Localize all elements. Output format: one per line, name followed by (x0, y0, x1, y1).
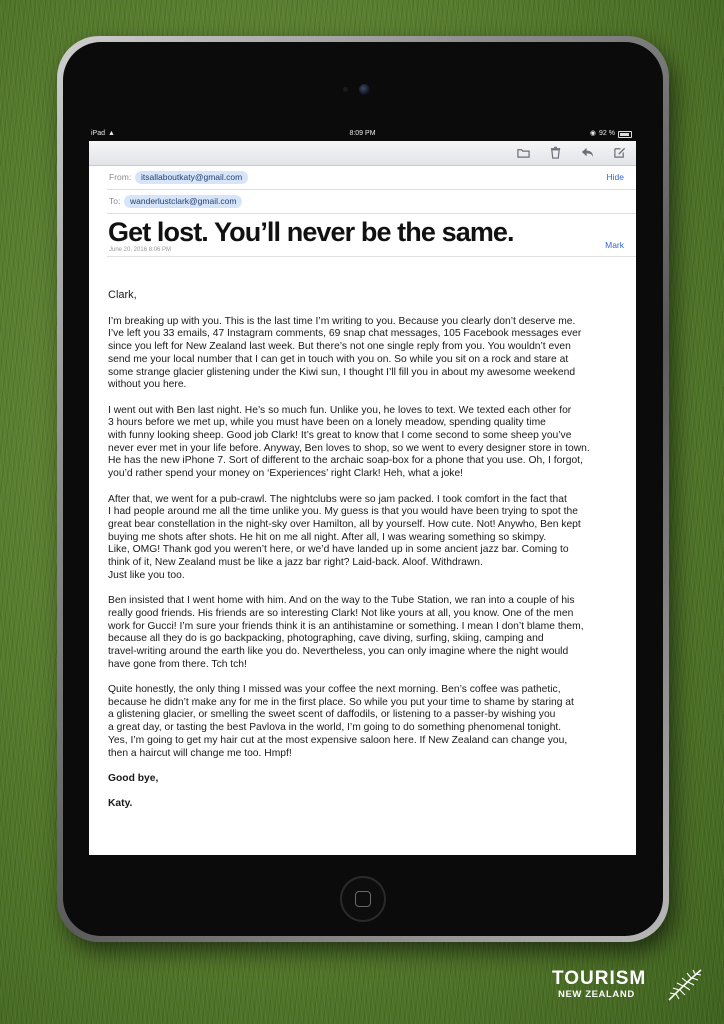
toolbar-actions (516, 145, 626, 159)
tourism-nz-logo (552, 969, 646, 1001)
email-date: June 20, 2016 8:06 PM (109, 247, 172, 253)
trash-icon[interactable] (548, 145, 562, 159)
email-greeting: Clark, (108, 289, 137, 301)
fern-icon (667, 968, 703, 1002)
mail-toolbar (89, 141, 636, 166)
from-address-chip[interactable]: itsallaboutkaty@gmail.com (135, 171, 248, 184)
email-paragraph: Quite honestly, the only thing I missed was your coffee the next morning. Ben’s coffee was pathetic, because he didn’t make any for me in the first place. So while you put your time to shame by staring at a glistening glacier, or smelling the sweet scent of daffodils, or listening to a passer-by wishing you a great day, or tasting the best Pavlova in the world, I’m going to do something phenomenal tonight. Yes, I’m going to get my hair cut at the most expensive saloon here. If New Zealand can change you, then a haircut will change me too. Hmpf! (108, 684, 574, 759)
camera-icon (359, 84, 370, 95)
status-bar (89, 127, 636, 141)
wifi-icon: ▲ (108, 130, 115, 137)
battery-icon (618, 131, 632, 138)
to-row (107, 190, 636, 214)
mail-screen (89, 127, 636, 855)
from-row (107, 166, 636, 190)
email-signature: Katy. (108, 798, 133, 810)
email-paragraph: I went out with Ben last night. He’s so much fun. Unlike you, he loves to text. We texted each other for 3 hours before we met up, while you must have been on a lonely meadow, spending quality time with funny looking sheep. Good job Clark! It’s great to know that I come second to some sheep you’ve never ever met in your life before. Anyway, Ben loves to shop, so we went to every designer store in town. He has the new iPhone 7. Sort of different to the archaic soap-box for a phone that you use. Oh, I forgot, you’d rather spend your money on ‘Experiences’ right Clark! Heh, what a joke! (108, 404, 590, 480)
mark-link[interactable]: Mark (605, 240, 624, 250)
to-address-chip[interactable]: wanderlustclark@gmail.com (124, 195, 242, 208)
status-right (590, 127, 632, 141)
lock-rotation-icon: ◉ (589, 130, 597, 137)
hide-link[interactable]: Hide (606, 172, 624, 182)
device-label: iPad (91, 130, 106, 137)
from-label: From: (109, 172, 132, 182)
email-paragraph: I’m breaking up with you. This is the last time I’m writing to you. Because you clearly don’t deserve me. I’ve left you 33 emails, 47 Instagram comments, 69 snap chat messages, 105 Facebook messages ever since you left for New Zealand last week. But there’s not one single reply from you. You wouldn’t even send me your local number that I can get in touch with you on. So while you sit on a rock and stare at some strange glacier glistening under the Kiwi sun, I thought I’ll fill you in about my awesome weekend without you here. (108, 315, 582, 391)
subject-area (107, 214, 636, 257)
to-label: To: (109, 196, 121, 206)
email-subject: Get lost. You’ll never be the same. (108, 217, 514, 247)
email-body (108, 289, 618, 824)
reply-icon[interactable] (580, 145, 594, 159)
folder-icon[interactable] (516, 145, 530, 159)
home-button[interactable] (340, 876, 386, 922)
email-paragraph: Ben insisted that I went home with him. And on the way to the Tube Station, we ran into a couple of his really good friends. His friends are so interesting Clark! Not like yours at all, you know. One of the men work for Gucci! I’m sure your friends think it is an antihistamine or something. I mean I don’t blame them, because all they do is go backpacking, photographing, cave diving, surfing, skiing, camping and travel-writing around the earth like you do. Nevertheless, you can only imagine where the night would have gone from there. Tch tch! (108, 595, 584, 670)
status-time: 8:09 PM (349, 130, 376, 137)
ambient-sensor (343, 87, 348, 92)
battery-percent: 92 % (599, 130, 615, 137)
compose-icon[interactable] (612, 145, 626, 159)
email-closing: Good bye, (108, 772, 159, 784)
email-paragraph: After that, we went for a pub-crawl. The nightclubs were so jam packed. I took comfort in the fact that I had people around me all the time unlike you. My guess is that you would have been trying to spot the great bear constellation in the night-sky over Hamilton, all by yourself. How cute. Not! Anywho, Ben kept buying me shots after shots. He hit on me all night. After all, I was wearing something so skimpy. Like, OMG! Thank god you weren’t here, or we’d have landed up in some ancient jazz bar. Coming to think of it, New Zealand must be like a jazz bar right? Laid-back. Aloof. Withdrawn. Just like you too. (108, 493, 581, 581)
logo-wordmark: TOURISM (552, 968, 647, 989)
home-square-icon (355, 891, 371, 907)
logo-subtitle: NEW ZEALAND (558, 989, 635, 1000)
